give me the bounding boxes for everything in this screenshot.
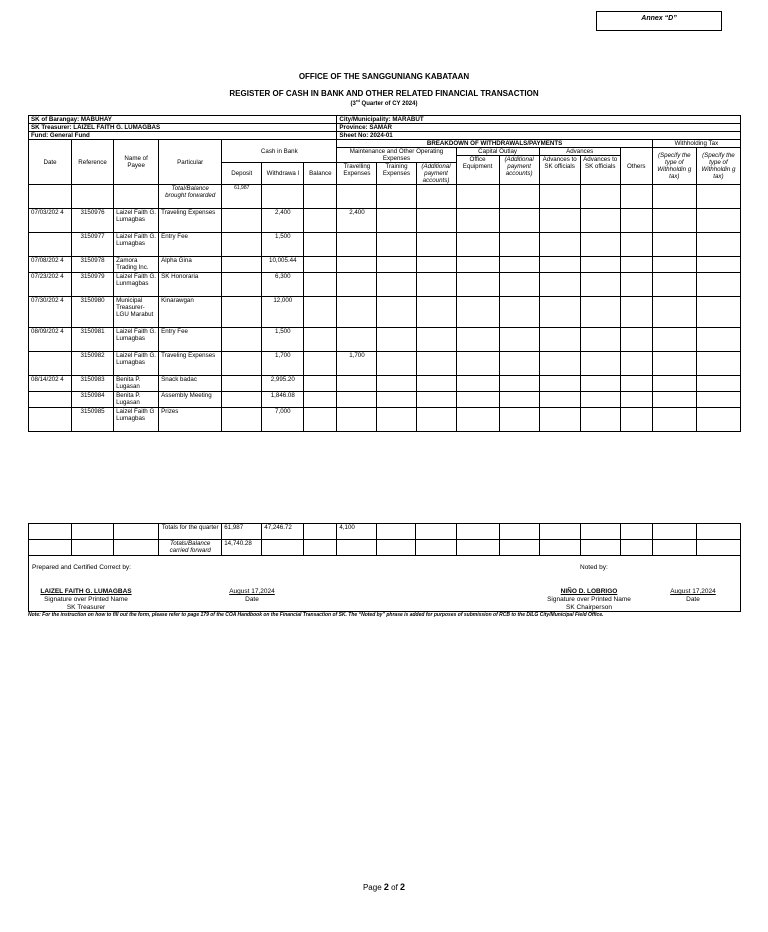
row-balance: [304, 376, 337, 392]
row-empty-cell: [416, 352, 456, 376]
row-balance: [304, 328, 337, 352]
row-balance: [304, 273, 337, 297]
row-travelling: [337, 297, 377, 328]
row-empty-cell: [696, 352, 740, 376]
row-date: 08/09/202 4: [29, 328, 72, 352]
col-date: Date: [29, 140, 72, 185]
row-empty-cell: [456, 209, 499, 233]
row-empty-cell: [652, 233, 696, 257]
row-date: 07/08/202 4: [29, 257, 72, 273]
row-empty-cell: [620, 392, 652, 408]
row-empty-cell: [539, 352, 580, 376]
table-row: [29, 408, 741, 432]
row-withdrawal: 1,500: [262, 233, 304, 257]
row-withdrawal: 2,995.20: [262, 376, 304, 392]
noted-label: Noted by:: [580, 564, 608, 571]
row-empty-cell: [620, 408, 652, 432]
row-empty-cell: [539, 209, 580, 233]
row-empty-cell: [539, 273, 580, 297]
row-empty-cell: [499, 352, 539, 376]
row-empty-cell: [652, 273, 696, 297]
row-empty-cell: [620, 376, 652, 392]
row-empty-cell: [456, 408, 499, 432]
row-withdrawal: 12,000: [262, 297, 304, 328]
totals-carried-label: Totals/Balance carried forward: [159, 540, 222, 556]
row-empty-cell: [539, 408, 580, 432]
row-empty-cell: [416, 209, 456, 233]
row-date: [29, 233, 72, 257]
row-empty-cell: [377, 233, 416, 257]
row-particular: Snack badac: [159, 376, 222, 392]
row-empty-cell: [377, 376, 416, 392]
row-empty-cell: [696, 328, 740, 352]
totals-quarter-label: Totals for the quarter: [159, 524, 222, 540]
row-empty-cell: [539, 328, 580, 352]
row-reference: 3150984: [72, 392, 114, 408]
col-withdrawal: Withdrawa l: [262, 163, 304, 185]
row-empty-cell: [620, 328, 652, 352]
row-deposit: [222, 352, 262, 376]
row-empty-cell: [456, 257, 499, 273]
row-empty-cell: [580, 257, 620, 273]
right-date: [656, 588, 730, 604]
col-adv-officials-2: Advances to SK officials: [580, 156, 620, 185]
header-row: [29, 140, 741, 148]
right-date-caption: Date: [686, 596, 700, 603]
row-date: 07/23/202 4: [29, 273, 72, 297]
row-empty-cell: [620, 209, 652, 233]
row-empty-cell: [580, 392, 620, 408]
row-date: 08/14/202 4: [29, 376, 72, 392]
row-payee: Laizel Faith G. Lunmagbas: [114, 273, 159, 297]
row-travelling: [337, 273, 377, 297]
row-empty-cell: [499, 257, 539, 273]
row-reference: 3150977: [72, 233, 114, 257]
row-empty-cell: [580, 376, 620, 392]
col-training: Training Expenses: [377, 163, 416, 185]
row-empty-cell: [652, 376, 696, 392]
col-breakdown: BREAKDOWN OF WITHDRAWALS/PAYMENTS: [337, 140, 652, 148]
row-empty-cell: [416, 257, 456, 273]
row-payee: Municipal Treasurer-LGU Marabut: [114, 297, 159, 328]
page-number: Page 2 of 2: [362, 882, 406, 892]
row-balance: [304, 408, 337, 432]
row-empty-cell: [416, 273, 456, 297]
table-row: [29, 273, 741, 297]
register-table: [28, 115, 741, 432]
row-empty-cell: [539, 233, 580, 257]
row-reference: 3150983: [72, 376, 114, 392]
row-payee: Laizel Faith G. Lumagbas: [114, 233, 159, 257]
brought-forward-row: [29, 185, 741, 209]
row-empty-cell: [377, 408, 416, 432]
row-empty-cell: [620, 273, 652, 297]
right-signatory: [533, 588, 645, 612]
right-signatory-caption: Signature over Printed Name: [547, 596, 631, 603]
prepared-label: Prepared and Certified Correct by:: [32, 564, 131, 571]
left-date-value: August 17,2024: [229, 588, 275, 595]
row-travelling: [337, 233, 377, 257]
row-reference: 3150978: [72, 257, 114, 273]
row-empty-cell: [539, 376, 580, 392]
left-signatory: [30, 588, 142, 612]
row-payee: Zamora Trading Inc.: [114, 257, 159, 273]
row-empty-cell: [416, 233, 456, 257]
row-empty-cell: [377, 257, 416, 273]
row-empty-cell: [539, 257, 580, 273]
table-row: [29, 376, 741, 392]
row-empty-cell: [416, 297, 456, 328]
row-payee: Laizel Faith G. Lumagbas: [114, 209, 159, 233]
col-mooe: Maintenance and Other Operating Expenses: [337, 148, 456, 163]
row-reference: 3150982: [72, 352, 114, 376]
row-empty-cell: [456, 352, 499, 376]
col-reference: Reference: [72, 140, 114, 185]
left-date-caption: Date: [245, 596, 259, 603]
row-deposit: [222, 392, 262, 408]
row-particular: Traveling Expenses: [159, 209, 222, 233]
row-deposit: [222, 376, 262, 392]
row-reference: 3150985: [72, 408, 114, 432]
table-row: [29, 209, 741, 233]
row-payee: Laizel Faith G. Lumagbas: [114, 328, 159, 352]
row-date: 07/03/202 4: [29, 209, 72, 233]
row-empty-cell: [377, 352, 416, 376]
row-empty-cell: [539, 392, 580, 408]
row-date: 07/30/202 4: [29, 297, 72, 328]
col-capital-outlay: Capital Outlay: [456, 148, 539, 156]
row-empty-cell: [580, 209, 620, 233]
table-row: [29, 328, 741, 352]
col-office-equipment: Office Equipment: [456, 156, 499, 185]
info-row: [29, 124, 741, 132]
left-signatory-role: SK Treasurer: [66, 604, 106, 611]
right-signatory-role: SK Chairperson: [566, 604, 612, 611]
info-row: [29, 116, 741, 124]
col-advances: Advances: [539, 148, 620, 156]
row-travelling: 1,700: [337, 352, 377, 376]
row-balance: [304, 352, 337, 376]
row-empty-cell: [456, 392, 499, 408]
row-particular: Assembly Meeting: [159, 392, 222, 408]
row-payee: Laizel Faith G Lumagbas: [114, 408, 159, 432]
row-travelling: [337, 328, 377, 352]
row-empty-cell: [499, 392, 539, 408]
row-balance: [304, 257, 337, 273]
row-balance: [304, 297, 337, 328]
totals-carried-row: [29, 540, 741, 556]
instruction-note: Note: For the instruction on how to fill out the form, please refer to page 179 of the COA Handbook on the Financial Transaction of SK. The “Noted by” phrase is added for purposes of submission of RCB to the DILG City/Municipal Field Office.: [28, 612, 604, 618]
row-empty-cell: [652, 209, 696, 233]
col-additional-2: (Additional payment accounts): [499, 156, 539, 185]
row-travelling: 2,400: [337, 209, 377, 233]
col-particular: Particular: [159, 140, 222, 185]
row-particular: SK Honoraria: [159, 273, 222, 297]
row-empty-cell: [377, 297, 416, 328]
row-particular: Entry Fee: [159, 233, 222, 257]
row-particular: Traveling Expenses: [159, 352, 222, 376]
totals-table: [28, 523, 741, 556]
row-particular: Prizes: [159, 408, 222, 432]
row-balance: [304, 392, 337, 408]
row-empty-cell: [696, 408, 740, 432]
totals-quarter-travel: 4,100: [337, 524, 377, 540]
row-empty-cell: [652, 297, 696, 328]
row-empty-cell: [456, 297, 499, 328]
row-empty-cell: [696, 209, 740, 233]
row-payee: Benita P. Lugasan: [114, 392, 159, 408]
row-deposit: [222, 408, 262, 432]
totals-quarter-row: [29, 524, 741, 540]
totals-carried-deposit: 14,740.28: [222, 540, 262, 556]
col-payee: Name of Payee: [114, 140, 159, 185]
row-travelling: [337, 392, 377, 408]
row-empty-cell: [696, 392, 740, 408]
row-withdrawal: 2,400: [262, 209, 304, 233]
row-empty-cell: [580, 297, 620, 328]
row-empty-cell: [620, 297, 652, 328]
table-row: [29, 297, 741, 328]
row-travelling: [337, 376, 377, 392]
row-date: [29, 392, 72, 408]
row-reference: 3150981: [72, 328, 114, 352]
row-empty-cell: [499, 328, 539, 352]
row-deposit: [222, 273, 262, 297]
col-specify-2: (Specify the type of Withholdin g tax): [696, 148, 740, 185]
col-adv-officials: Advances to SK officials: [539, 156, 580, 185]
row-reference: 3150976: [72, 209, 114, 233]
row-empty-cell: [377, 392, 416, 408]
row-empty-cell: [696, 297, 740, 328]
row-empty-cell: [620, 233, 652, 257]
row-empty-cell: [499, 297, 539, 328]
col-cash-in-bank: Cash in Bank: [222, 140, 337, 163]
row-empty-cell: [580, 273, 620, 297]
office-title: OFFICE OF THE SANGGUNIANG KABATAAN: [298, 72, 470, 81]
row-empty-cell: [580, 233, 620, 257]
sheet-no: Sheet No: 2024-01: [337, 132, 741, 140]
row-reference: 3150979: [72, 273, 114, 297]
totals-quarter-withdrawal: 47,246.72: [262, 524, 304, 540]
row-empty-cell: [416, 392, 456, 408]
row-empty-cell: [652, 352, 696, 376]
sk-treasurer: SK Treasurer: LAIZEL FAITH G. LUMAGBAS: [29, 124, 337, 132]
row-balance: [304, 233, 337, 257]
row-empty-cell: [696, 233, 740, 257]
info-row: [29, 132, 741, 140]
row-empty-cell: [499, 408, 539, 432]
row-empty-cell: [580, 352, 620, 376]
row-empty-cell: [696, 376, 740, 392]
row-empty-cell: [620, 352, 652, 376]
totals-quarter-deposit: 61,987: [222, 524, 262, 540]
row-empty-cell: [377, 328, 416, 352]
row-empty-cell: [696, 257, 740, 273]
row-empty-cell: [456, 233, 499, 257]
row-empty-cell: [499, 376, 539, 392]
row-empty-cell: [377, 273, 416, 297]
row-payee: Laizel Faith G. Lumagbas: [114, 352, 159, 376]
transaction-rows: [29, 209, 741, 432]
row-empty-cell: [620, 257, 652, 273]
row-date: [29, 352, 72, 376]
row-deposit: [222, 233, 262, 257]
row-empty-cell: [416, 376, 456, 392]
fund: Fund: General Fund: [29, 132, 337, 140]
brought-forward-label: Total/Balance brought forwarded: [159, 185, 222, 209]
row-particular: Kinarawgan: [159, 297, 222, 328]
quarter-subtitle: (3rd Quarter of CY 2024): [350, 98, 418, 107]
right-signatory-name: NIÑO D. LOBRIGO: [560, 588, 618, 595]
table-row: [29, 392, 741, 408]
row-date: [29, 408, 72, 432]
row-empty-cell: [652, 392, 696, 408]
right-date-value: August 17,2024: [670, 588, 716, 595]
brought-forward-deposit: 61,987: [222, 185, 262, 209]
row-balance: [304, 209, 337, 233]
col-balance: Balance: [304, 163, 337, 185]
row-particular: Entry Fee: [159, 328, 222, 352]
col-deposit: Deposit: [222, 163, 262, 185]
row-empty-cell: [499, 209, 539, 233]
row-empty-cell: [580, 408, 620, 432]
row-empty-cell: [456, 328, 499, 352]
col-others: Others: [620, 148, 652, 185]
row-withdrawal: 6,300: [262, 273, 304, 297]
left-signatory-caption: Signature over Printed Name: [44, 596, 128, 603]
row-empty-cell: [539, 297, 580, 328]
row-empty-cell: [580, 328, 620, 352]
row-empty-cell: [652, 257, 696, 273]
row-reference: 3150980: [72, 297, 114, 328]
row-particular: Alpha Gina: [159, 257, 222, 273]
table-row: [29, 352, 741, 376]
city-municipality: City/Municipality: MARABUT: [337, 116, 741, 124]
col-additional-1: (Additional payment accounts): [416, 163, 456, 185]
row-empty-cell: [499, 233, 539, 257]
row-empty-cell: [456, 376, 499, 392]
row-withdrawal: 10,005.44: [262, 257, 304, 273]
row-deposit: [222, 257, 262, 273]
row-deposit: [222, 328, 262, 352]
row-withdrawal: 1,846.08: [262, 392, 304, 408]
row-payee: Benita P. Lugasan: [114, 376, 159, 392]
province: Province: SAMAR: [337, 124, 741, 132]
register-title: REGISTER OF CASH IN BANK AND OTHER RELATED FINANCIAL TRANSACTION: [229, 89, 539, 98]
row-empty-cell: [416, 328, 456, 352]
row-empty-cell: [377, 209, 416, 233]
row-withdrawal: 7,000: [262, 408, 304, 432]
sk-barangay: SK of Barangay: MABUHAY: [29, 116, 337, 124]
row-deposit: [222, 209, 262, 233]
left-signatory-name: LAIZEL FAITH G. LUMAGBAS: [40, 588, 132, 595]
row-empty-cell: [416, 408, 456, 432]
annex-label: Annex “D”: [596, 11, 722, 31]
row-travelling: [337, 408, 377, 432]
col-specify-1: (Specify the type of Withholdin g tax): [652, 148, 696, 185]
table-row: [29, 233, 741, 257]
row-empty-cell: [652, 408, 696, 432]
row-withdrawal: 1,700: [262, 352, 304, 376]
col-withholding: Withholding Tax: [652, 140, 740, 148]
row-deposit: [222, 297, 262, 328]
row-empty-cell: [652, 328, 696, 352]
row-empty-cell: [456, 273, 499, 297]
row-withdrawal: 1,500: [262, 328, 304, 352]
row-empty-cell: [696, 273, 740, 297]
row-empty-cell: [499, 273, 539, 297]
col-travelling: Travelling Expenses: [337, 163, 377, 185]
table-row: [29, 257, 741, 273]
row-travelling: [337, 257, 377, 273]
left-date: [215, 588, 289, 604]
